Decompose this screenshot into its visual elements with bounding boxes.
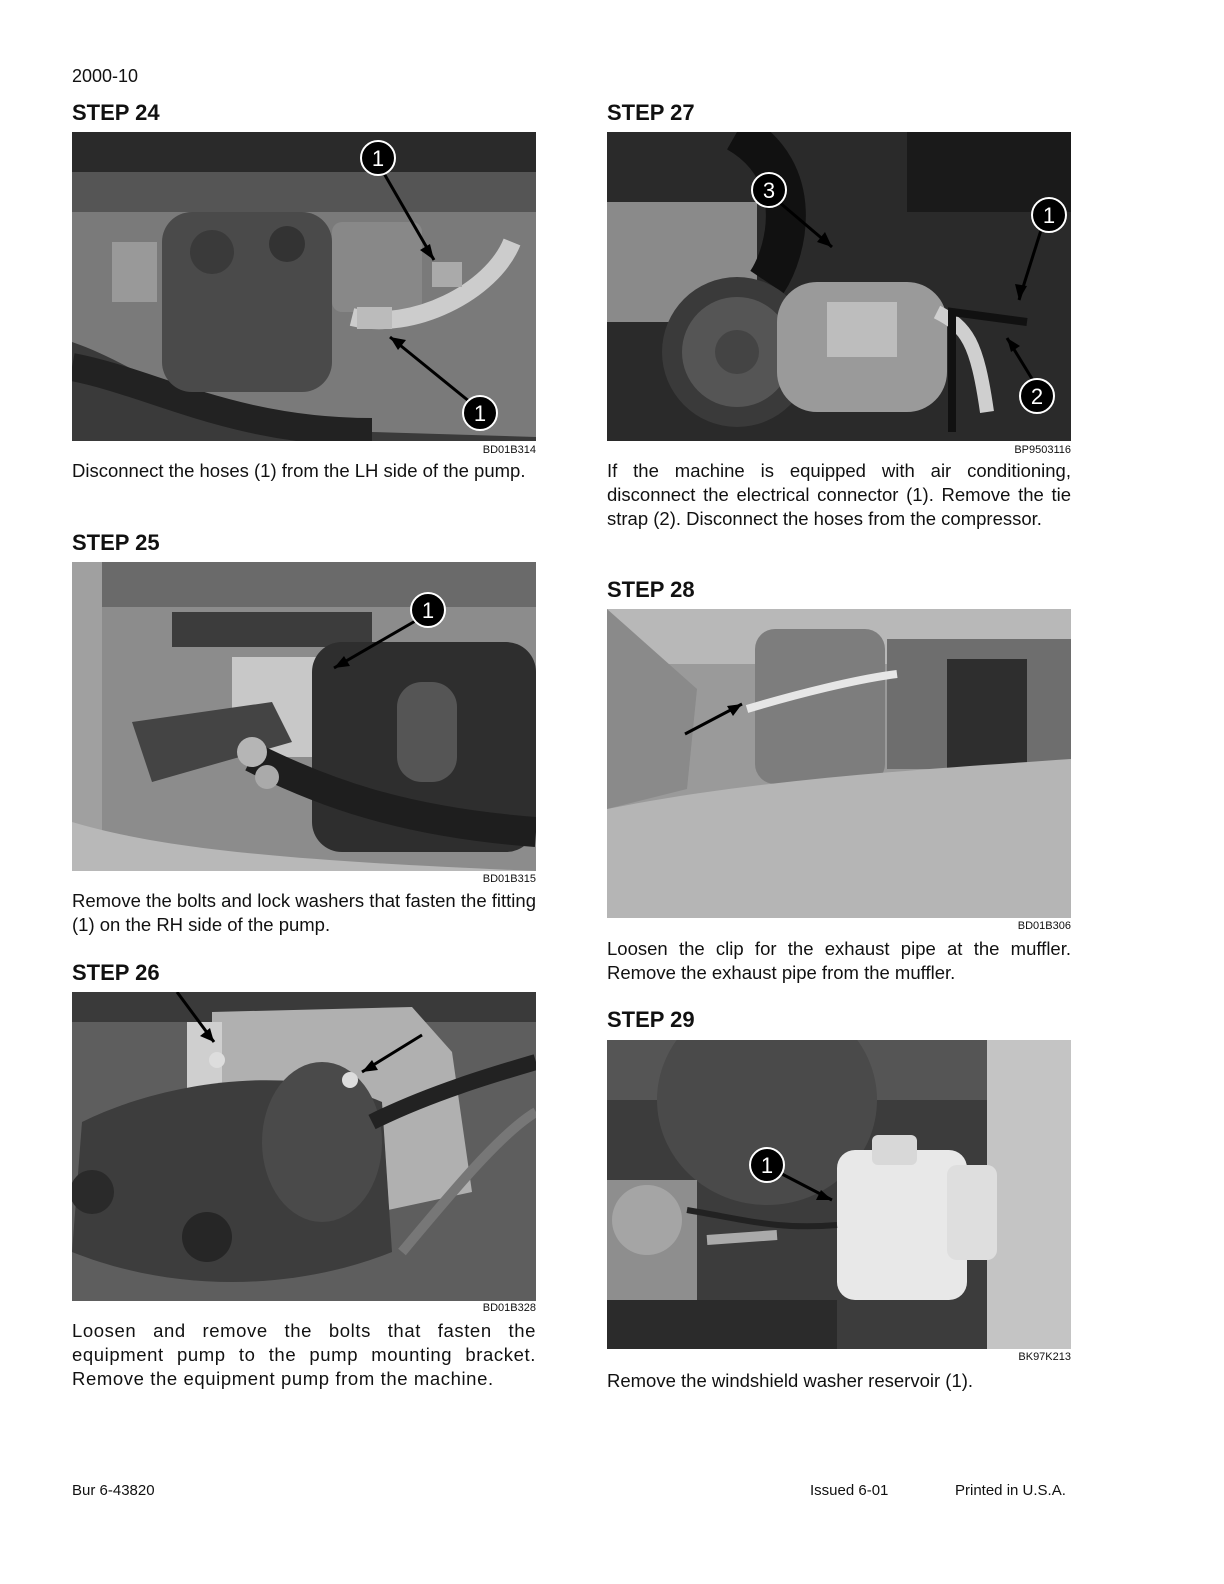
step-29-caption: Remove the windshield washer reservoir (1).: [607, 1370, 974, 1391]
callout-label: 1: [421, 598, 435, 623]
step-27-title: STEP 27: [607, 100, 695, 125]
step-29-figure-code: BK97K213: [1018, 1351, 1071, 1363]
step-28-figure-code: BD01B306: [1017, 920, 1071, 932]
step-29-photo: [607, 1040, 1071, 1349]
step-25-figure-code: BD01B315: [482, 873, 536, 885]
footer-document-id: Bur 6-43820: [72, 1482, 155, 1499]
callout-label: 1: [473, 401, 487, 426]
step-26-figure-code: BD01B328: [482, 1302, 536, 1314]
callout-label: 1: [760, 1153, 774, 1178]
step-25-title: STEP 25: [72, 530, 160, 555]
step-24-photo: [72, 132, 536, 441]
footer-printed: Printed in U.S.A.: [955, 1482, 1066, 1499]
step-27-figure-code: BP9503116: [1014, 444, 1071, 456]
step-27-caption: If the machine is equipped with air conditioning, disconnect the electrical connector (1). Remove the tie strap (2). Disconnect the hoses from the compressor.: [607, 460, 1071, 529]
step-26-photo: [72, 992, 536, 1301]
step-25-caption: Remove the bolts and lock washers that fasten the fitting (1) on the RH side of the pump.: [72, 890, 536, 935]
callout-label: 1: [1042, 203, 1056, 228]
page-number: 2000-10: [72, 66, 139, 86]
callout-label: 1: [371, 146, 385, 171]
callout-label: 2: [1030, 384, 1044, 409]
step-24-title: STEP 24: [72, 100, 160, 125]
step-28-title: STEP 28: [607, 577, 695, 602]
step-26-caption: Loosen and remove the bolts that fasten the equipment pump to the pump mounting bracket. Remove the equipment pump from the machine.: [72, 1320, 536, 1389]
step-27-photo: [607, 132, 1071, 441]
step-29-title: STEP 29: [607, 1007, 695, 1032]
footer-issued: Issued 6-01: [810, 1482, 889, 1499]
step-24-caption: Disconnect the hoses (1) from the LH side of the pump.: [72, 460, 526, 481]
step-28-photo: [607, 609, 1071, 918]
callout-label: 3: [762, 178, 776, 203]
step-26-title: STEP 26: [72, 960, 160, 985]
step-25-photo: [72, 562, 536, 871]
step-24-figure-code: BD01B314: [482, 444, 536, 456]
step-28-caption: Loosen the clip for the exhaust pipe at the muffler. Remove the exhaust pipe from the muffler.: [607, 938, 1071, 983]
